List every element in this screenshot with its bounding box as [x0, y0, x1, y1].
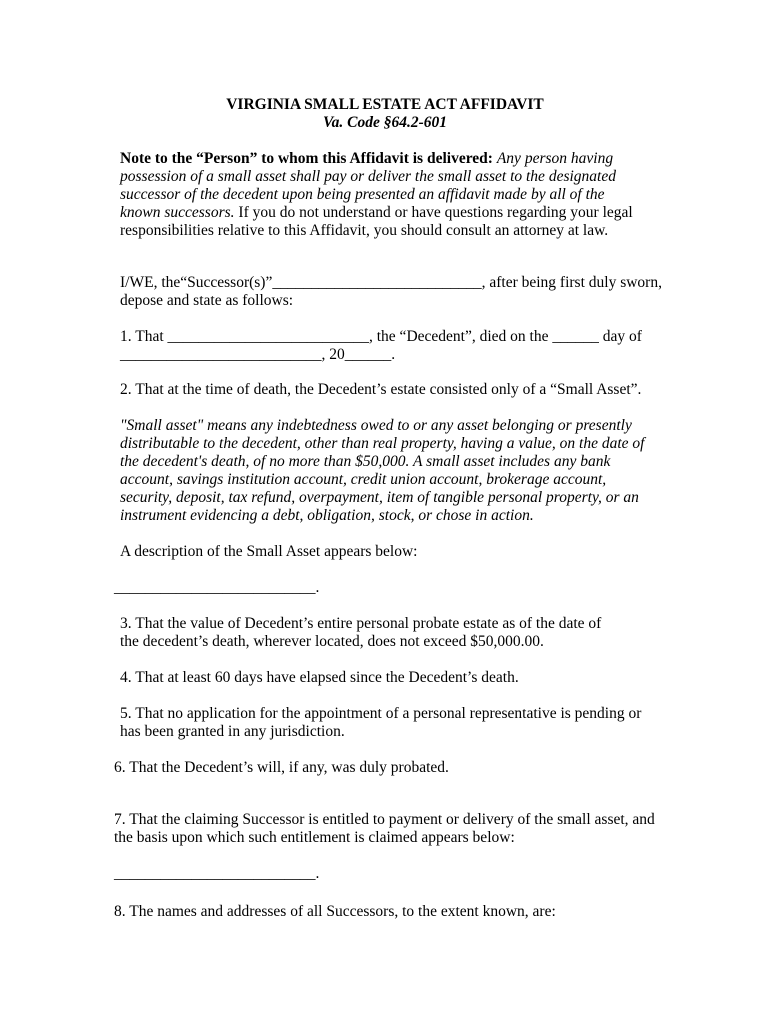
note-normal-line5: responsibilities relative to this Affidavit, you should consult an attorney at law.: [120, 222, 609, 239]
description-prompt: A description of the Small Asset appears below:: [120, 543, 418, 560]
item-3-line1: 3. That the value of Decedent’s entire personal probate estate as of the date of: [120, 615, 602, 632]
description-blank: __________________________.: [114, 579, 320, 596]
note-italic-line4: known successors.: [120, 204, 235, 221]
item-1-line2: __________________________, 20______.: [120, 346, 396, 363]
definition-line: distributable to the decedent, other than real property, having a value, on the date of: [120, 435, 645, 452]
item-1: [120, 328, 642, 364]
item-4: 4. That at least 60 days have elapsed since the Decedent’s death.: [120, 669, 519, 686]
item-5: [120, 705, 641, 741]
definition-line: instrument evidencing a debt, obligation, stock, or chose in action.: [120, 507, 534, 524]
document-code: Va. Code §64.2-601: [323, 114, 447, 131]
note-bold-lead: Note to the “Person” to whom this Affidavit is delivered:: [120, 150, 493, 167]
intro-paragraph: [120, 274, 662, 310]
item-8: 8. The names and addresses of all Successors, to the extent known, are:: [114, 903, 556, 920]
item-5-line2: has been granted in any jurisdiction.: [120, 723, 345, 740]
item-7-line1: 7. That the claiming Successor is entitled to payment or delivery of the small asset, and: [114, 811, 655, 828]
definition-line: account, savings institution account, credit union account, brokerage account,: [120, 471, 607, 488]
document-title: VIRGINIA SMALL ESTATE ACT AFFIDAVIT: [226, 96, 544, 113]
item-3-line2: the decedent’s death, wherever located, does not exceed $50,000.00.: [120, 633, 544, 650]
item-7: [114, 811, 655, 847]
note-italic-line1: Any person having: [496, 150, 614, 167]
item-7-blank: __________________________.: [114, 865, 320, 882]
definition-line: the decedent's death, of no more than $50,000. A small asset includes any bank: [120, 453, 611, 470]
note-paragraph: [120, 150, 633, 240]
item-2: 2. That at the time of death, the Decedent’s estate consisted only of a “Small Asset”.: [120, 381, 642, 398]
intro-line2: depose and state as follows:: [120, 292, 294, 309]
note-italic-line3: successor of the decedent upon being presented an affidavit made by all of the: [120, 186, 605, 203]
small-asset-definition: [120, 417, 644, 525]
intro-line1: I/WE, the“Successor(s)”___________________________, after being first duly sworn,: [120, 274, 662, 291]
item-1-line1: 1. That __________________________, the “Decedent”, died on the ______ day of: [120, 328, 642, 345]
definition-line: security, deposit, tax refund, overpayment, item of tangible personal property, or an: [120, 489, 639, 506]
definition-line: "Small asset" means any indebtedness owed to or any asset belonging or presently: [120, 417, 632, 434]
item-5-line1: 5. That no application for the appointment of a personal representative is pending or: [120, 705, 642, 722]
note-italic-line2: possession of a small asset shall pay or deliver the small asset to the designated: [120, 168, 616, 185]
item-6: 6. That the Decedent’s will, if any, was duly probated.: [114, 759, 449, 776]
item-7-line2: the basis upon which such entitlement is claimed appears below:: [114, 829, 515, 846]
note-normal-line4: If you do not understand or have questions regarding your legal: [238, 204, 633, 221]
item-3: [120, 615, 601, 651]
